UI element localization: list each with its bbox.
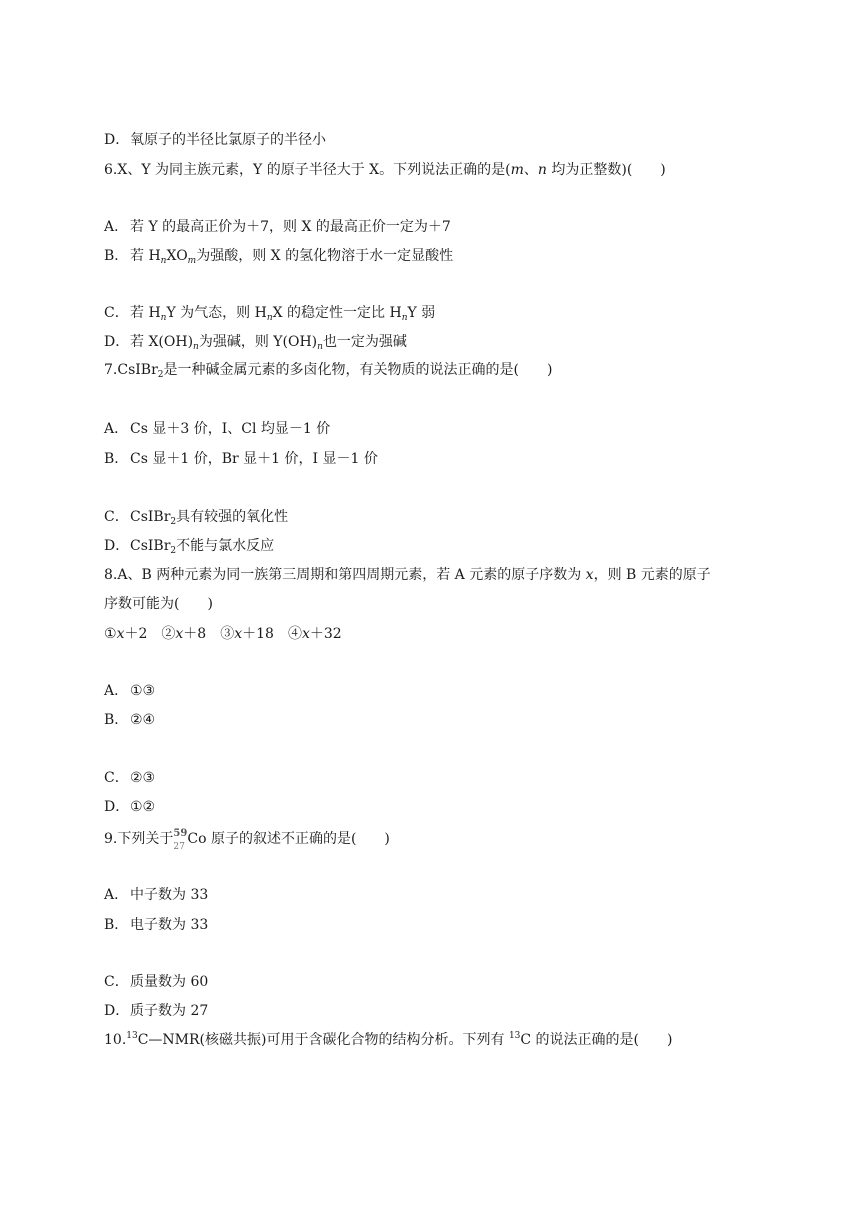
q6-option-b: B． 若 $H_nXO_m$为强酸，则 X 的氢化物溶于水一定显酸性: [104, 248, 454, 266]
question-7: 7.CsIBr$_2$是一种碱金属元素的多卤化物，有关物质的说法正确的是( ): [104, 362, 553, 380]
q8-option-d: D．①②: [104, 799, 156, 815]
q9-option-b: B． 电子数为 33: [104, 917, 209, 933]
q7-option-d: D．CsIBr$_2$不能与氯水反应: [104, 538, 275, 556]
q9-option-c: C．质量数为 60: [104, 974, 209, 990]
q7-option-a: A． Cs 显＋3 价，I、Cl 均显－1 价: [104, 421, 331, 437]
question-8-candidates: ①x＋2 ②x＋8 ③x＋18 ④x＋32: [104, 626, 342, 642]
q6-option-c: C．若 $H_nY$ 为气态，则 $H_nX$ 的稳定性一定比 $H_nY$ 弱: [104, 305, 436, 323]
q8-option-b: B． ②④: [104, 712, 156, 728]
q9-option-d: D．质子数为 27: [104, 1003, 209, 1019]
nuclide-symbol: 59 27: [173, 828, 188, 852]
q9-option-a: A． 中子数为 33: [104, 887, 209, 903]
q8-option-a: A． ①③: [104, 683, 156, 699]
q8-option-c: C．②③: [104, 770, 156, 786]
question-8-line-2: 序数可能为( ): [104, 596, 213, 612]
question-10: 10.13C—NMR(核磁共振)可用于含碳化合物的结构分析。下列有 $^{13}$C 的说法正确的是( ): [104, 1031, 673, 1048]
question-6: 6.X、Y 为同主族元素，Y 的原子半径大于 X。下列说法正确的是(m、n 均为正整数)( ): [104, 162, 666, 178]
q6-option-a: A． 若 Y 的最高正价为＋7，则 X 的最高正价一定为＋7: [104, 219, 451, 235]
option-d-prev: D．氧原子的半径比氯原子的半径小: [104, 132, 326, 148]
q6-option-d: D．若 $X(OH)_n$为强碱，则 $Y(OH)_n$也一定为强碱: [104, 334, 407, 352]
question-9: 9.下列关于 59 27 Co 原子的叙述不正确的是( ): [104, 828, 390, 852]
question-8-line-1: 8.A、B 两种元素为同一族第三周期和第四周期元素，若 A 元素的原子序数为 x，则 B 元素的原子: [104, 567, 711, 583]
q7-option-c: C．CsIBr$_2$具有较强的氧化性: [104, 509, 289, 527]
q7-option-b: B． Cs 显＋1 价，Br 显＋1 价，I 显－1 价: [104, 451, 378, 467]
